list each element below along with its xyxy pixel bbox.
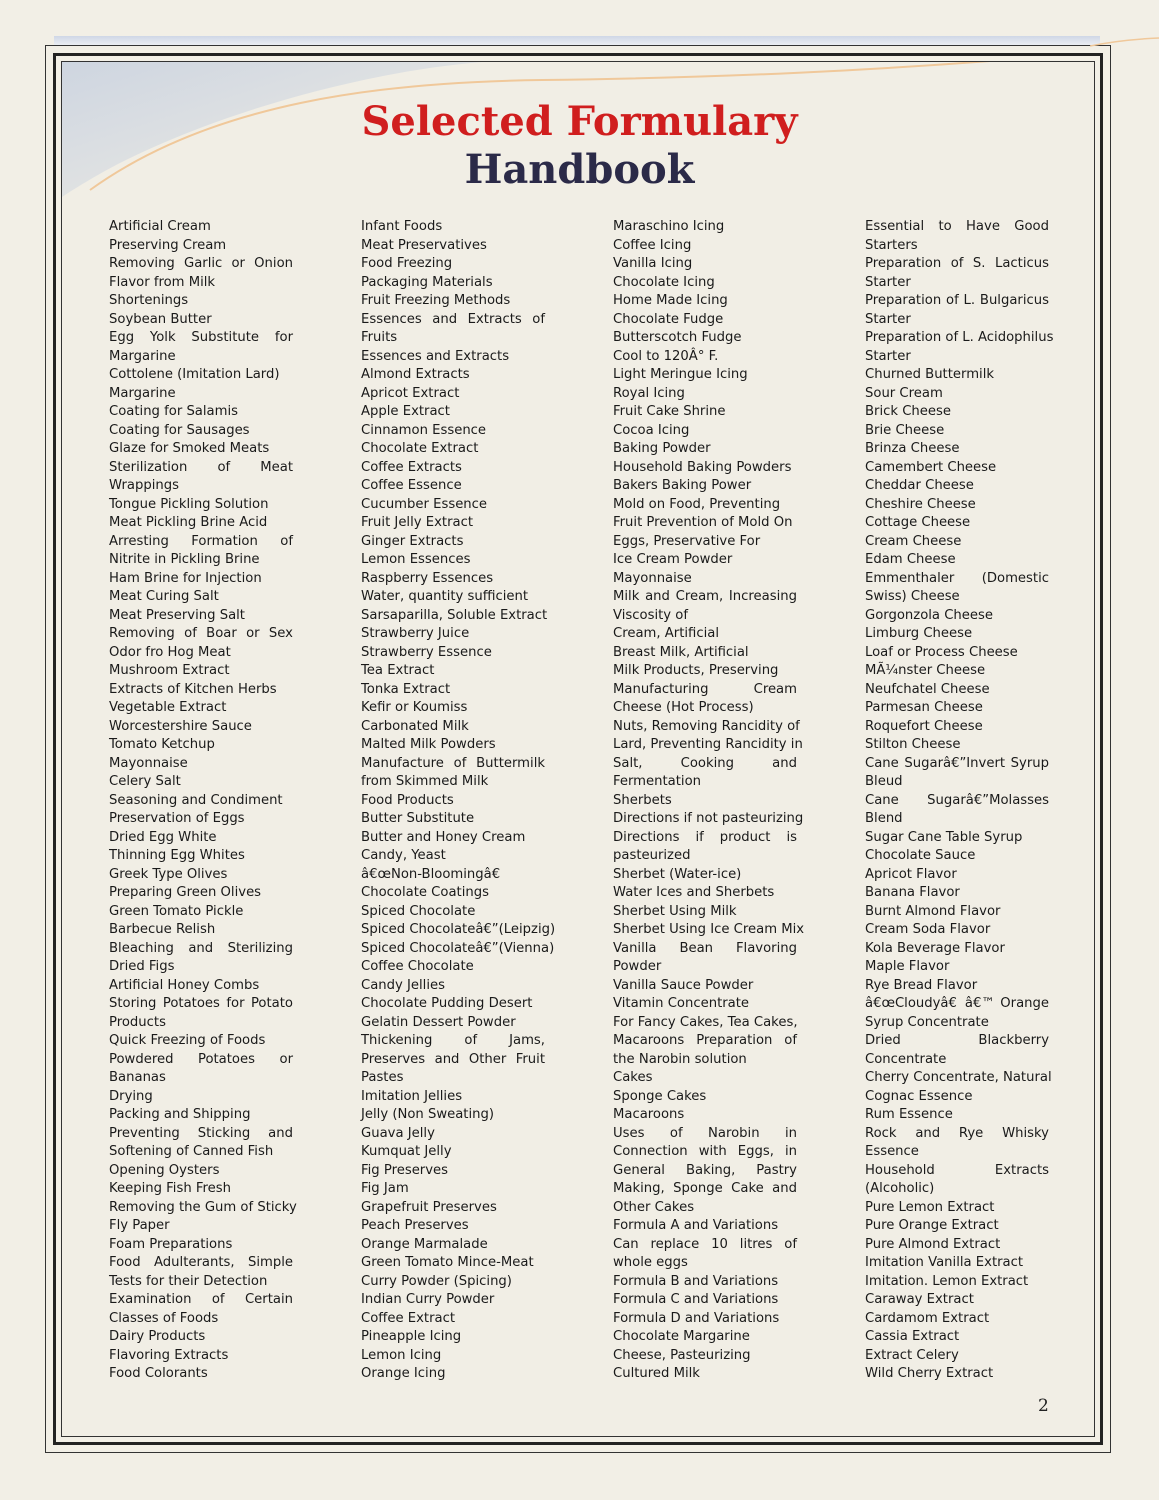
list-item: Chocolate Sauce — [865, 848, 976, 863]
list-item: Classes of Foods — [109, 1310, 219, 1326]
list-item: Lard, Preventing Rancidity in — [613, 737, 803, 752]
list-item: Preparation of S. Lacticus — [865, 256, 1049, 271]
list-item: Jelly (Non Sweating) — [361, 1107, 495, 1122]
list-item: Essences and Extracts of — [361, 311, 545, 327]
list-item: Rum Essence — [865, 1107, 953, 1122]
list-item: Preserves and Other Fruit — [361, 1051, 545, 1067]
list-item: Dairy Products — [109, 1329, 206, 1344]
list-item: Fruits — [361, 330, 398, 345]
list-item: Milk Products, Preserving — [613, 663, 779, 678]
list-item: Mayonnaise — [613, 570, 692, 586]
list-item: Foam Preparations — [109, 1236, 233, 1252]
list-item: Formula A and Variations — [613, 1218, 779, 1233]
list-item: Dried Egg White — [109, 829, 217, 845]
list-item: Sugar Cane Table Syrup — [865, 829, 1023, 845]
list-item: Cheese, Pasteurizing — [613, 1347, 751, 1363]
list-item: Meat Preservatives — [361, 237, 487, 253]
list-item: Malted Milk Powders — [361, 737, 496, 752]
list-item: Barbecue Relish — [109, 922, 216, 937]
list-item: Directions if product is — [613, 829, 797, 845]
list-item: Formula C and Variations — [613, 1292, 779, 1307]
list-item: Mold on Food, Preventing — [613, 496, 781, 512]
list-item: Syrup Concentrate — [865, 1014, 989, 1030]
list-item: Kefir or Koumiss — [361, 700, 468, 715]
list-item: Pure Lemon Extract — [865, 1199, 995, 1215]
list-item: Wrappings — [109, 478, 179, 493]
list-item: Artificial Cream — [109, 219, 211, 234]
list-item: Light Meringue Icing — [613, 367, 748, 382]
list-item: Pineapple Icing — [361, 1329, 462, 1344]
list-item: Cream Soda Flavor — [865, 922, 991, 937]
list-item: Preventing Sticking and — [109, 1125, 293, 1141]
list-item: Pastes — [361, 1070, 404, 1085]
list-item: Infant Foods — [361, 219, 443, 234]
list-item: For Fancy Cakes, Tea Cakes, — [613, 1014, 798, 1030]
list-item: Fruit Jelly Extract — [361, 515, 473, 530]
page-subtitle: Handbook — [464, 146, 695, 193]
list-item: Food Colorants — [109, 1366, 208, 1381]
list-item: Chocolate Icing — [613, 274, 715, 290]
list-item: Preservation of Eggs — [109, 811, 245, 826]
list-item: Thickening of Jams, — [361, 1033, 545, 1048]
list-item: Coffee Icing — [613, 237, 692, 253]
list-item: Cardamom Extract — [865, 1310, 990, 1326]
list-item: Gorgonzola Cheese — [865, 607, 993, 623]
page-title: Selected Formulary — [361, 98, 798, 145]
list-item: Fermentation — [613, 774, 701, 789]
list-item: Wild Cherry Extract — [865, 1366, 994, 1381]
list-item: Kumquat Jelly — [361, 1144, 452, 1159]
list-item: Orange Icing — [361, 1366, 446, 1381]
list-item: Egg Yolk Substitute for — [109, 330, 293, 345]
list-item: Storing Potatoes for Potato — [109, 996, 293, 1011]
list-item: Dried Blackberry — [865, 1033, 1049, 1048]
list-item: Stilton Cheese — [865, 737, 961, 752]
list-item: Tonka Extract — [361, 681, 451, 697]
list-item: Essence — [865, 1144, 919, 1159]
list-item: whole eggs — [613, 1255, 688, 1270]
list-item: Directions if not pasteurizing — [613, 811, 804, 826]
list-item: Fig Preserves — [361, 1162, 449, 1178]
list-item: â€œCloudyâ€â€™ Orange — [865, 996, 1049, 1011]
list-item: Ham Brine for Injection — [109, 570, 262, 586]
list-item: Banana Flavor — [865, 885, 960, 900]
list-item: Neufchatel Cheese — [865, 681, 990, 697]
list-item: Powder — [613, 959, 662, 974]
list-item: Extract Celery — [865, 1347, 959, 1363]
list-item: from Skimmed Milk — [361, 774, 489, 789]
list-item: Meat Curing Salt — [109, 589, 219, 604]
list-item: Spiced Chocolateâ€”(Leipzig) — [361, 922, 556, 937]
list-item: Bananas — [109, 1070, 166, 1085]
list-item: Lemon Essences — [361, 552, 471, 567]
list-item: Cheshire Cheese — [865, 496, 976, 512]
list-item: Lemon Icing — [361, 1347, 442, 1363]
list-item: Tea Extract — [361, 663, 435, 678]
list-item: Fig Jam — [361, 1181, 409, 1196]
list-item: Butter Substitute — [361, 811, 475, 826]
list-item: Caraway Extract — [865, 1292, 974, 1307]
list-item: Cherry Concentrate, Natural — [865, 1070, 1052, 1085]
list-item: Emmenthaler (Domestic — [865, 570, 1049, 586]
list-item: Shortenings — [109, 293, 189, 308]
list-item: Making, Sponge Cake and — [613, 1181, 797, 1196]
list-item: Cakes — [613, 1070, 653, 1085]
list-item: Nuts, Removing Rancidity of — [613, 718, 800, 734]
list-item: Grapefruit Preserves — [361, 1199, 497, 1215]
list-item: Carbonated Milk — [361, 718, 469, 734]
list-item: Cocoa Icing — [613, 422, 690, 438]
list-item: Imitation Jellies — [361, 1088, 463, 1104]
list-item: Peach Preserves — [361, 1218, 469, 1233]
list-item: Opening Oysters — [109, 1162, 220, 1178]
list-item: Vanilla Bean Flavoring — [613, 940, 797, 956]
list-item: Sherbet (Water-ice) — [613, 866, 742, 882]
list-item: Spiced Chocolateâ€”(Vienna) — [361, 940, 555, 956]
list-item: Tomato Ketchup — [109, 737, 215, 752]
list-item: Sherbet Using Milk — [613, 903, 737, 919]
list-item: Artificial Honey Combs — [109, 977, 260, 993]
list-item: General Baking, Pastry — [613, 1162, 797, 1178]
list-item: Odor fro Hog Meat — [109, 644, 231, 660]
list-item: Coating for Sausages — [109, 422, 250, 438]
list-item: Formula B and Variations — [613, 1273, 779, 1289]
list-item: Bleud — [865, 774, 903, 789]
list-item: Essences and Extracts — [361, 348, 510, 364]
list-item: Raspberry Essences — [361, 570, 494, 586]
list-item: Preserving Cream — [109, 237, 227, 253]
list-item: Parmesan Cheese — [865, 700, 983, 715]
list-item: Macaroons — [613, 1107, 685, 1122]
list-item: Starter — [865, 274, 911, 290]
list-item: Cucumber Essence — [361, 496, 488, 512]
list-item: Extracts of Kitchen Herbs — [109, 681, 277, 697]
list-item: Eggs, Preservative For — [613, 533, 761, 549]
list-item: Royal Icing — [613, 385, 685, 401]
list-item: Almond Extracts — [361, 367, 470, 382]
list-item: Manufacturing Cream — [613, 681, 797, 697]
list-item: Breast Milk, Artificial — [613, 644, 749, 660]
list-item: Rye Bread Flavor — [865, 977, 978, 993]
list-item: Mushroom Extract — [109, 663, 230, 678]
list-item: Packaging Materials — [361, 274, 493, 290]
list-item: Limburg Cheese — [865, 626, 973, 641]
list-item: Flavor from Milk — [109, 274, 216, 290]
list-item: Milk and Cream, Increasing — [613, 589, 797, 604]
list-item: Cream Cheese — [865, 533, 962, 549]
list-item: Coffee Extracts — [361, 459, 462, 475]
list-item: Arresting Formation of — [109, 533, 293, 549]
list-item: Products — [109, 1014, 166, 1030]
list-item: Coffee Essence — [361, 478, 462, 493]
list-item: Starter — [865, 311, 911, 327]
list-item: Butter and Honey Cream — [361, 829, 526, 845]
list-item: Fruit Freezing Methods — [361, 293, 511, 308]
list-item: Quick Freezing of Foods — [109, 1033, 266, 1048]
list-item: Apple Extract — [361, 404, 450, 419]
list-item: (Alcoholic) — [865, 1181, 935, 1196]
list-item: Edam Cheese — [865, 552, 956, 567]
list-item: Green Tomato Mince-Meat — [361, 1255, 534, 1270]
list-item: Candy Jellies — [361, 977, 445, 993]
list-item: Camembert Cheese — [865, 459, 997, 475]
list-item: Sterilization of Meat — [109, 459, 293, 475]
list-item: Cane Sugarâ€”Molasses — [865, 792, 1049, 808]
list-item: Soybean Butter — [109, 311, 212, 327]
list-item: Guava Jelly — [361, 1125, 435, 1141]
list-item: Cinnamon Essence — [361, 422, 487, 438]
list-item: Strawberry Juice — [361, 626, 470, 641]
list-item: Removing Garlic or Onion — [109, 256, 293, 271]
list-item: Packing and Shipping — [109, 1107, 251, 1122]
list-item: Worcestershire Sauce — [109, 718, 252, 734]
list-item: Sherbets — [613, 792, 672, 808]
list-item: Can replace 10 litres of — [613, 1236, 797, 1252]
list-item: Food Products — [361, 792, 454, 808]
list-item: Ginger Extracts — [361, 533, 464, 549]
list-item: Chocolate Extract — [361, 441, 479, 456]
list-item: Starter — [865, 348, 911, 364]
list-item: Water, quantity sufficient — [361, 589, 529, 604]
list-item: Chocolate Fudge — [613, 311, 724, 327]
list-item: Home Made Icing — [613, 293, 728, 308]
list-item: Formula D and Variations — [613, 1310, 780, 1326]
contents-column-2 — [361, 218, 556, 1384]
list-item: Rock and Rye Whisky — [865, 1125, 1049, 1141]
list-item: Coating for Salamis — [109, 404, 239, 419]
list-item: Cool to 120Â° F. — [613, 348, 719, 364]
list-item: Bleaching and Sterilizing — [109, 940, 293, 956]
list-item: Brick Cheese — [865, 404, 951, 419]
list-item: Household Baking Powders — [613, 459, 792, 475]
contents-column-3 — [613, 218, 805, 1384]
list-item: Green Tomato Pickle — [109, 903, 244, 919]
list-item: Tests for their Detection — [109, 1273, 268, 1289]
list-item: Strawberry Essence — [361, 644, 492, 660]
list-item: Sponge Cakes — [613, 1088, 707, 1104]
list-item: Indian Curry Powder — [361, 1292, 495, 1307]
list-item: pasteurized — [613, 848, 691, 863]
list-item: â€œNon-Bloomingâ€ — [361, 866, 509, 882]
list-item: Glaze for Smoked Meats — [109, 441, 270, 456]
list-item: Orange Marmalade — [361, 1236, 488, 1252]
list-item: Drying — [109, 1088, 153, 1104]
list-item: Removing of Boar or Sex — [109, 626, 293, 641]
contents-column-4 — [865, 218, 1054, 1384]
list-item: Chocolate Coatings — [361, 885, 489, 900]
list-item: Greek Type Olives — [109, 866, 228, 882]
list-item: Burnt Almond Flavor — [865, 903, 1001, 919]
list-item: Fruit Prevention of Mold On — [613, 515, 793, 530]
list-item: Sour Cream — [865, 385, 943, 401]
list-item: Butterscotch Fudge — [613, 330, 742, 345]
list-item: the Narobin solution — [613, 1051, 747, 1067]
list-item: Maraschino Icing — [613, 219, 725, 234]
list-item: Blend — [865, 811, 903, 826]
page-number: 2 — [1038, 1396, 1049, 1416]
list-item: Dried Figs — [109, 959, 175, 974]
list-item: Cheese (Hot Process) — [613, 700, 754, 715]
list-item: Spiced Chocolate — [361, 903, 476, 919]
list-item: Brie Cheese — [865, 422, 945, 438]
list-item: Meat Pickling Brine Acid — [109, 515, 268, 530]
list-item: Swiss) Cheese — [865, 589, 960, 604]
list-item: Ice Cream Powder — [613, 552, 733, 567]
list-item: Salt, Cooking and — [613, 755, 797, 771]
list-item: Chocolate Pudding Desert — [361, 996, 533, 1011]
list-item: Kola Beverage Flavor — [865, 940, 1005, 956]
list-item: Cheddar Cheese — [865, 478, 974, 493]
list-item: Flavoring Extracts — [109, 1347, 229, 1363]
list-item: Coffee Chocolate — [361, 959, 474, 974]
list-item: Keeping Fish Fresh — [109, 1181, 231, 1196]
corner-swoosh-line — [1090, 36, 1159, 50]
list-item: Coffee Extract — [361, 1310, 456, 1326]
list-item: Margarine — [109, 348, 176, 364]
list-item: Sherbet Using Ice Cream Mix — [613, 922, 805, 937]
list-item: Preparation of L. Bulgaricus — [865, 293, 1049, 308]
list-item: Cottolene (Imitation Lard) — [109, 367, 280, 382]
contents-column-1 — [109, 218, 297, 1384]
list-item: Pure Almond Extract — [865, 1236, 1001, 1252]
list-item: Cream, Artificial — [613, 626, 720, 641]
list-item: Apricot Flavor — [865, 866, 957, 882]
list-item: Loaf or Process Cheese — [865, 644, 1018, 660]
list-item: Essential to Have Good — [865, 219, 1049, 234]
list-item: Gelatin Dessert Powder — [361, 1014, 516, 1030]
list-item: Examination of Certain — [109, 1292, 293, 1307]
list-item: Water Ices and Sherbets — [613, 885, 775, 900]
list-item: Vitamin Concentrate — [613, 996, 750, 1011]
list-item: Pure Orange Extract — [865, 1218, 999, 1233]
list-item: Bakers Baking Power — [613, 478, 752, 493]
list-item: Tongue Pickling Solution — [109, 496, 269, 512]
list-item: Connection with Eggs, in — [613, 1144, 797, 1159]
list-item: Vanilla Sauce Powder — [613, 977, 754, 993]
list-item: Seasoning and Condiment — [109, 792, 283, 808]
list-item: Food Freezing — [361, 256, 453, 271]
list-item: Meat Preserving Salt — [109, 607, 245, 623]
list-item: Nitrite in Pickling Brine — [109, 552, 260, 567]
list-item: Cottage Cheese — [865, 515, 971, 530]
list-item: Removing the Gum of Sticky — [109, 1199, 297, 1215]
list-item: MÃ¼nster Cheese — [865, 663, 986, 678]
list-item: Roquefort Cheese — [865, 718, 983, 734]
list-item: Macaroons Preparation of — [613, 1033, 797, 1048]
list-item: Concentrate — [865, 1051, 947, 1067]
list-item: Powdered Potatoes or — [109, 1051, 293, 1067]
list-item: Starters — [865, 237, 918, 253]
list-item: Cassia Extract — [865, 1329, 960, 1344]
list-item: Fly Paper — [109, 1218, 170, 1233]
list-item: Manufacture of Buttermilk — [361, 755, 545, 771]
list-item: Apricot Extract — [361, 385, 460, 401]
list-item: Sarsaparilla, Soluble Extract — [361, 607, 548, 623]
list-item: Cane Sugarâ€”Invert Syrup — [865, 755, 1049, 771]
list-item: Imitation. Lemon Extract — [865, 1273, 1029, 1289]
list-item: Viscosity of — [613, 607, 688, 623]
list-item: Vegetable Extract — [109, 700, 227, 715]
list-item: Churned Buttermilk — [865, 367, 995, 382]
list-item: Other Cakes — [613, 1199, 695, 1215]
list-item: Fruit Cake Shrine — [613, 404, 726, 419]
list-item: Cultured Milk — [613, 1366, 700, 1381]
list-item: Maple Flavor — [865, 959, 950, 974]
list-item: Imitation Vanilla Extract — [865, 1255, 1024, 1270]
list-item: Celery Salt — [109, 774, 181, 789]
list-item: Cognac Essence — [865, 1088, 973, 1104]
list-item: Chocolate Margarine — [613, 1329, 750, 1344]
list-item: Candy, Yeast — [361, 848, 446, 863]
list-item: Thinning Egg Whites — [109, 848, 245, 863]
list-item: Uses of Narobin in — [613, 1125, 797, 1141]
list-item: Curry Powder (Spicing) — [361, 1273, 512, 1289]
list-item: Baking Powder — [613, 441, 711, 456]
list-item: Household Extracts — [865, 1162, 1049, 1178]
list-item: Preparation of L. Acidophilus — [865, 330, 1054, 345]
list-item: Preparing Green Olives — [109, 885, 262, 900]
list-item: Vanilla Icing — [613, 256, 693, 271]
list-item: Margarine — [109, 385, 176, 401]
list-item: Food Adulterants, Simple — [109, 1255, 293, 1270]
list-item: Mayonnaise — [109, 755, 188, 771]
list-item: Brinza Cheese — [865, 441, 960, 456]
list-item: Softening of Canned Fish — [109, 1144, 274, 1159]
